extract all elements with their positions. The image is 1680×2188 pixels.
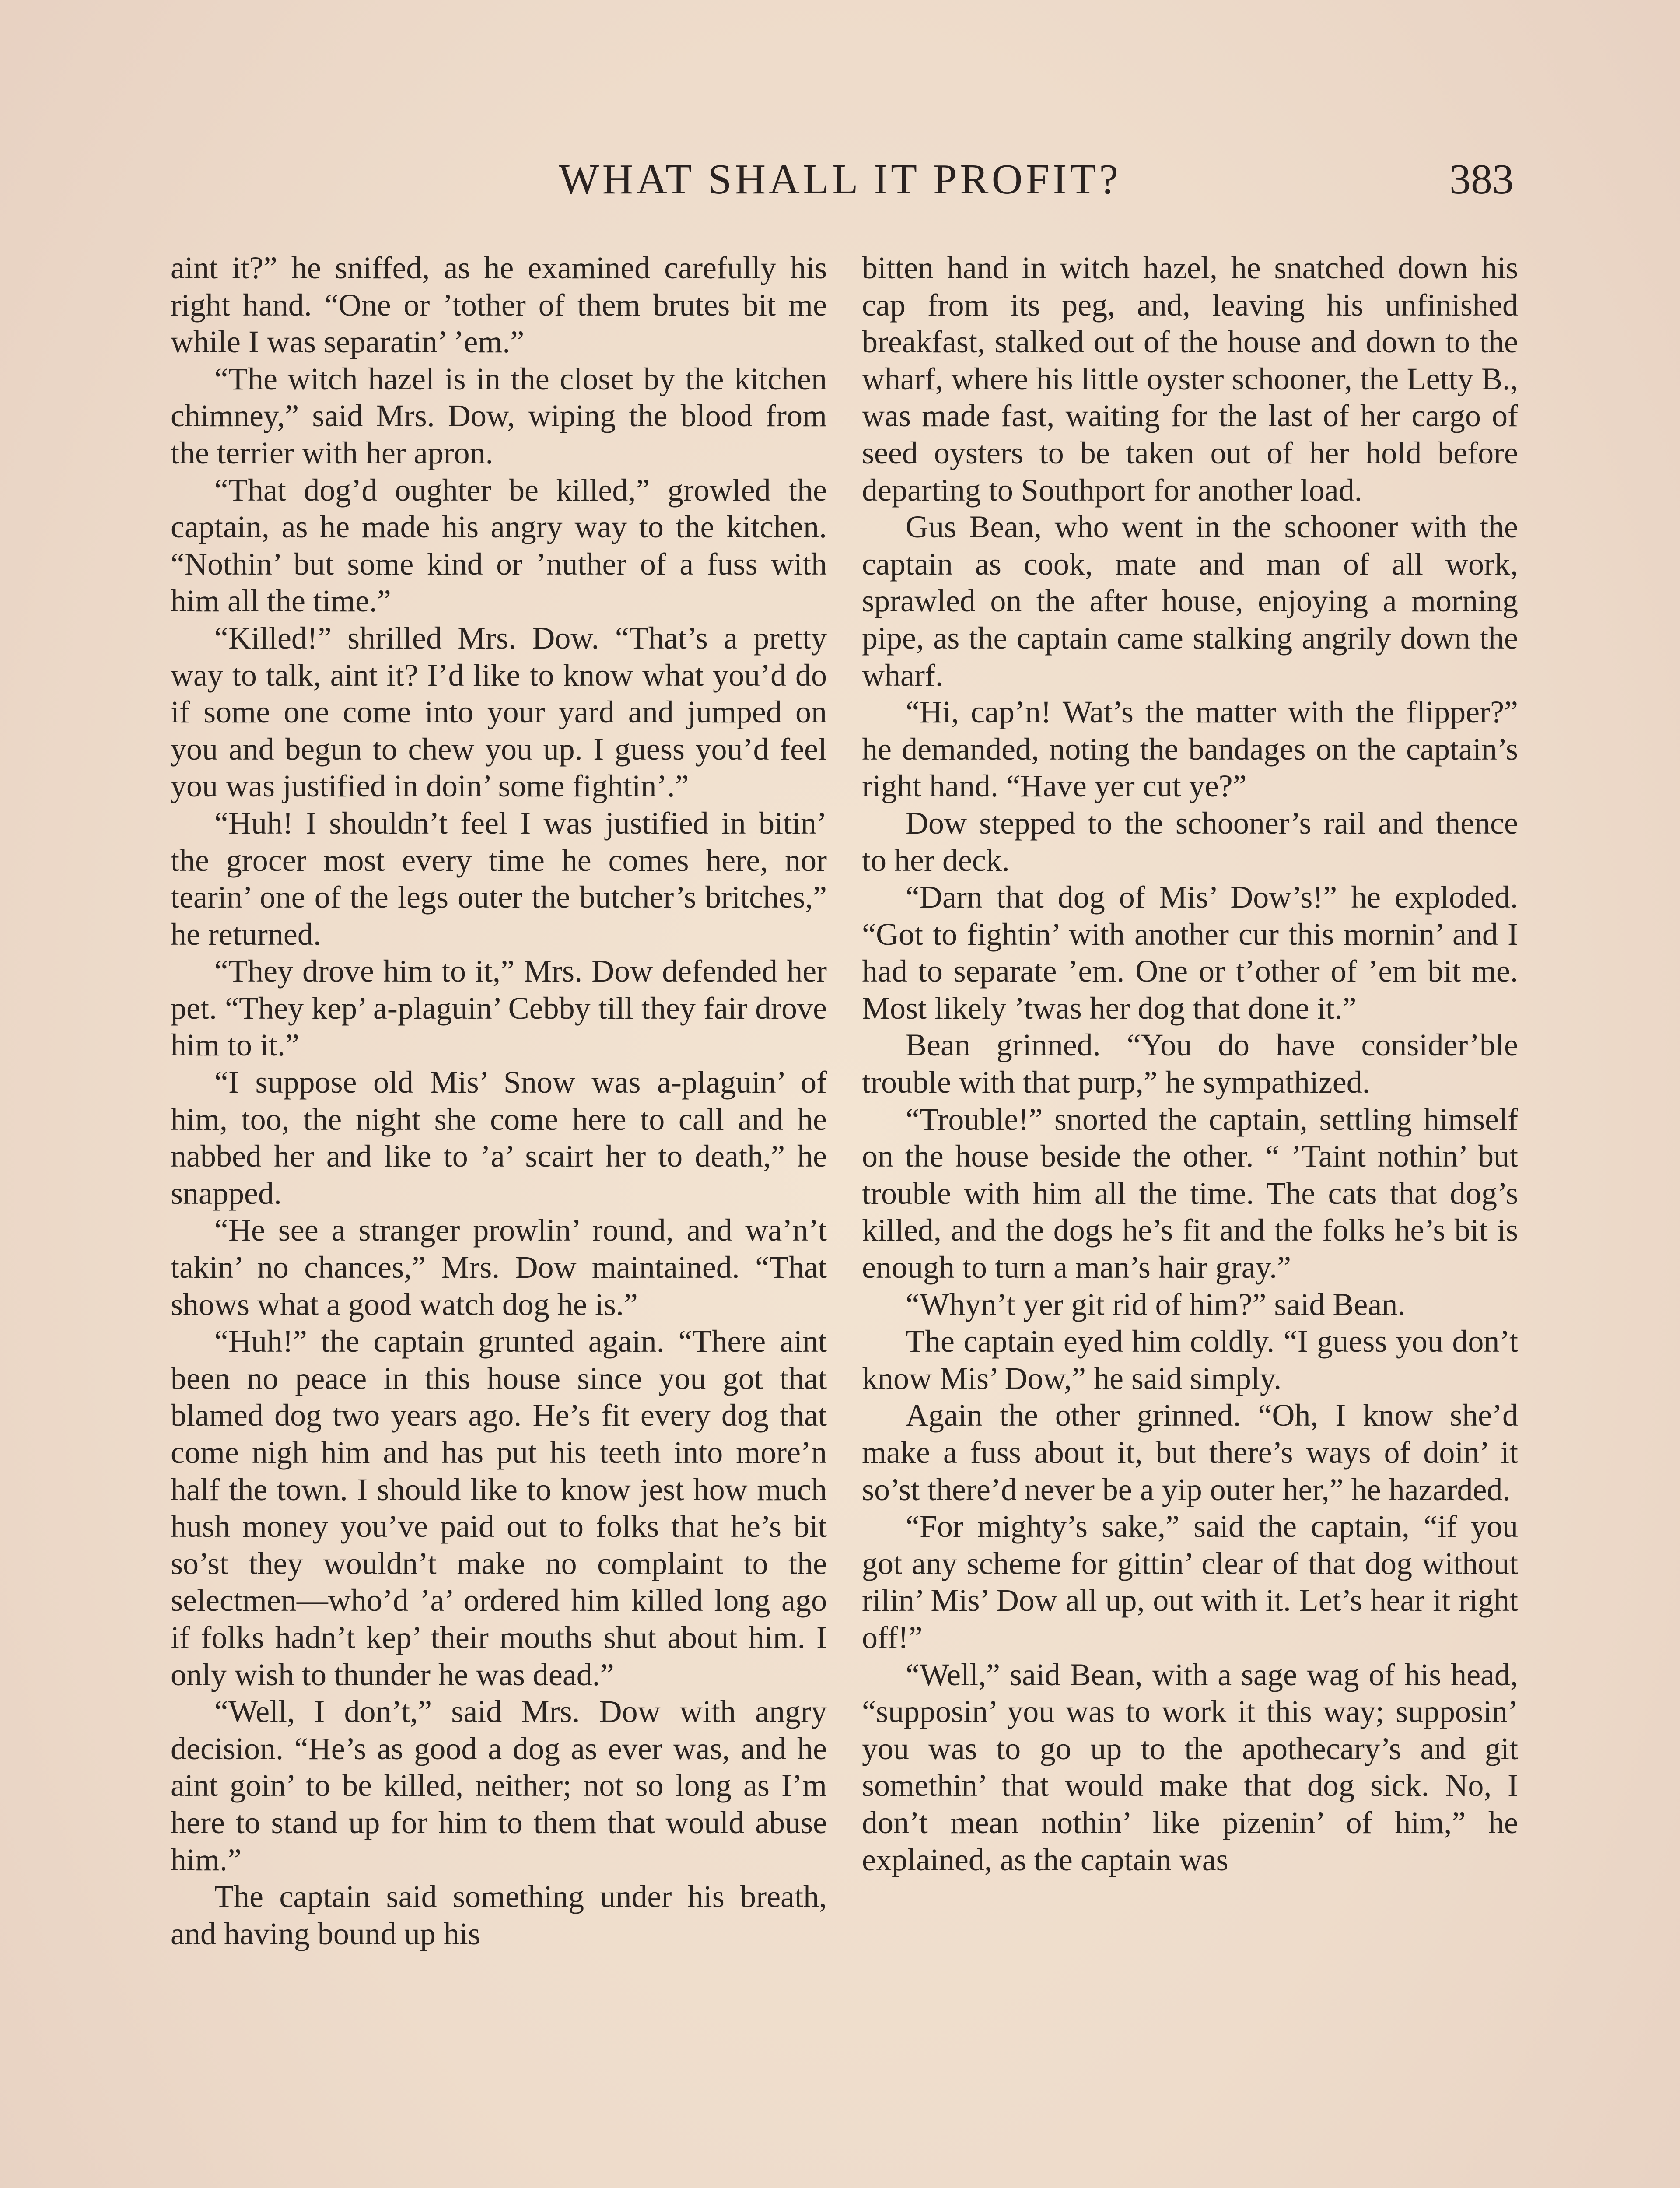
paragraph: “That dog’d oughter be killed,” growled the captain, as he made his angry way to the kitchen. “Nothin’ but some kind or ’nuther of a fuss with him all the time.” [171, 472, 827, 619]
paragraph: Again the other grinned. “Oh, I know she’d make a fuss about it, but there’s ways of doin’ it so’st there’d never be a yip outer her,” he hazarded. [862, 1398, 1518, 1507]
paragraph: The captain eyed him coldly. “I guess you don’t know Mis’ Dow,” he said simply. [862, 1324, 1518, 1396]
paragraph: “Well,” said Bean, with a sage wag of his head, “supposin’ you was to work it this way; supposin’ you was to go up to the apothecary’s and git somethin’ that would make that dog sick. No, I don’t mean nothin’ like pizenin’ of him,” he explained, as the captain was [862, 1657, 1518, 1877]
paragraph: “Whyn’t yer git rid of him?” said Bean. [906, 1287, 1406, 1322]
left-column [171, 249, 827, 1952]
paragraph: Bean grinned. “You do have consider’ble trouble with that purp,” he sympathized. [862, 1027, 1518, 1100]
right-column [862, 249, 1518, 1878]
paragraph: “Huh!” the captain grunted again. “There aint been no peace in this house since you got that blamed dog two years ago. He’s fit every dog that come nigh him and has put his teeth into more’n half the town. I should like to know jest how much hush money you’ve paid out to folks that he’s bit so’st they wouldn’t make no complaint to the selectmen—who’d ’a’ ordered him killed long ago if folks hadn’t kep’ their mouths shut about him. I only wish to thunder he was dead.” [171, 1324, 827, 1692]
paragraph: “Darn that dog of Mis’ Dow’s!” he exploded. “Got to fightin’ with another cur this mornin’ and I had to separate ’em. One or t’other of ’em bit me. Most likely ’twas her dog that done it.” [862, 880, 1518, 1026]
paragraph: “Trouble!” snorted the captain, settling himself on the house beside the other. “ ’Taint nothin’ but trouble with him all the time. The cats that dog’s killed, and the dogs he’s fit and the folks he’s bit is enough to turn a man’s hair gray.” [862, 1101, 1518, 1285]
paragraph: “He see a stranger prowlin’ round, and wa’n’t takin’ no chances,” Mrs. Dow maintained. “That shows what a good watch dog he is.” [171, 1213, 827, 1322]
page-number: 383 [1449, 156, 1514, 203]
paragraph: “Hi, cap’n! Wat’s the matter with the flipper?” he demanded, noting the bandages on the captain’s right hand. “Have yer cut ye?” [862, 694, 1518, 804]
paragraph: “I suppose old Mis’ Snow was a-plaguin’ of him, too, the night she come here to call and he nabbed her and like to ’a’ scairt her to death,” he snapped. [171, 1065, 827, 1211]
page-header [166, 149, 1514, 210]
paragraph: bitten hand in witch hazel, he snatched down his cap from its peg, and, leaving his unfinished breakfast, stalked out of the house and down to the wharf, where his little oyster schooner, the Letty B., was made fast, waiting for the last of her cargo of seed oysters to be taken out of her hold before departing to Southport for another load. [862, 250, 1518, 508]
paragraph: “For mighty’s sake,” said the captain, “if you got any scheme for gittin’ clear of that dog without rilin’ Mis’ Dow all up, out with it. Let’s hear it right off!” [862, 1509, 1518, 1655]
paragraph: Gus Bean, who went in the schooner with the captain as cook, mate and man of all work, sprawled on the after house, enjoying a morning pipe, as the captain came stalking angrily down the wharf. [862, 509, 1518, 693]
paragraph: The captain said something under his breath, and having bound up his [171, 1879, 827, 1951]
paragraph: “Huh! I shouldn’t feel I was justified in bitin’ the grocer most every time he comes here, nor tearin’ one of the legs outer the butcher’s britches,” he returned. [171, 805, 827, 952]
paragraph: “They drove him to it,” Mrs. Dow defended her pet. “They kep’ a-plaguin’ Cebby till they fair drove him to it.” [171, 954, 827, 1063]
paragraph: Dow stepped to the schooner’s rail and thence to her deck. [862, 805, 1518, 878]
paragraph: “Killed!” shrilled Mrs. Dow. “That’s a pretty way to talk, aint it? I’d like to know what you’d do if some one come into your yard and jumped on you and begun to chew you up. I guess you’d feel you was justified in doin’ some fightin’.” [171, 620, 827, 804]
paragraph: “Well, I don’t,” said Mrs. Dow with angry decision. “He’s as good a dog as ever was, and he aint goin’ to be killed, neither; not so long as I’m here to stand up for him to them that would abuse him.” [171, 1694, 827, 1877]
running-title: WHAT SHALL IT PROFIT? [559, 156, 1121, 203]
paragraph: “The witch hazel is in the closet by the kitchen chimney,” said Mrs. Dow, wiping the blood from the terrier with her apron. [171, 361, 827, 470]
paragraph: aint it?” he sniffed, as he examined carefully his right hand. “One or ’tother of them brutes bit me while I was separatin’ ’em.” [171, 250, 827, 360]
